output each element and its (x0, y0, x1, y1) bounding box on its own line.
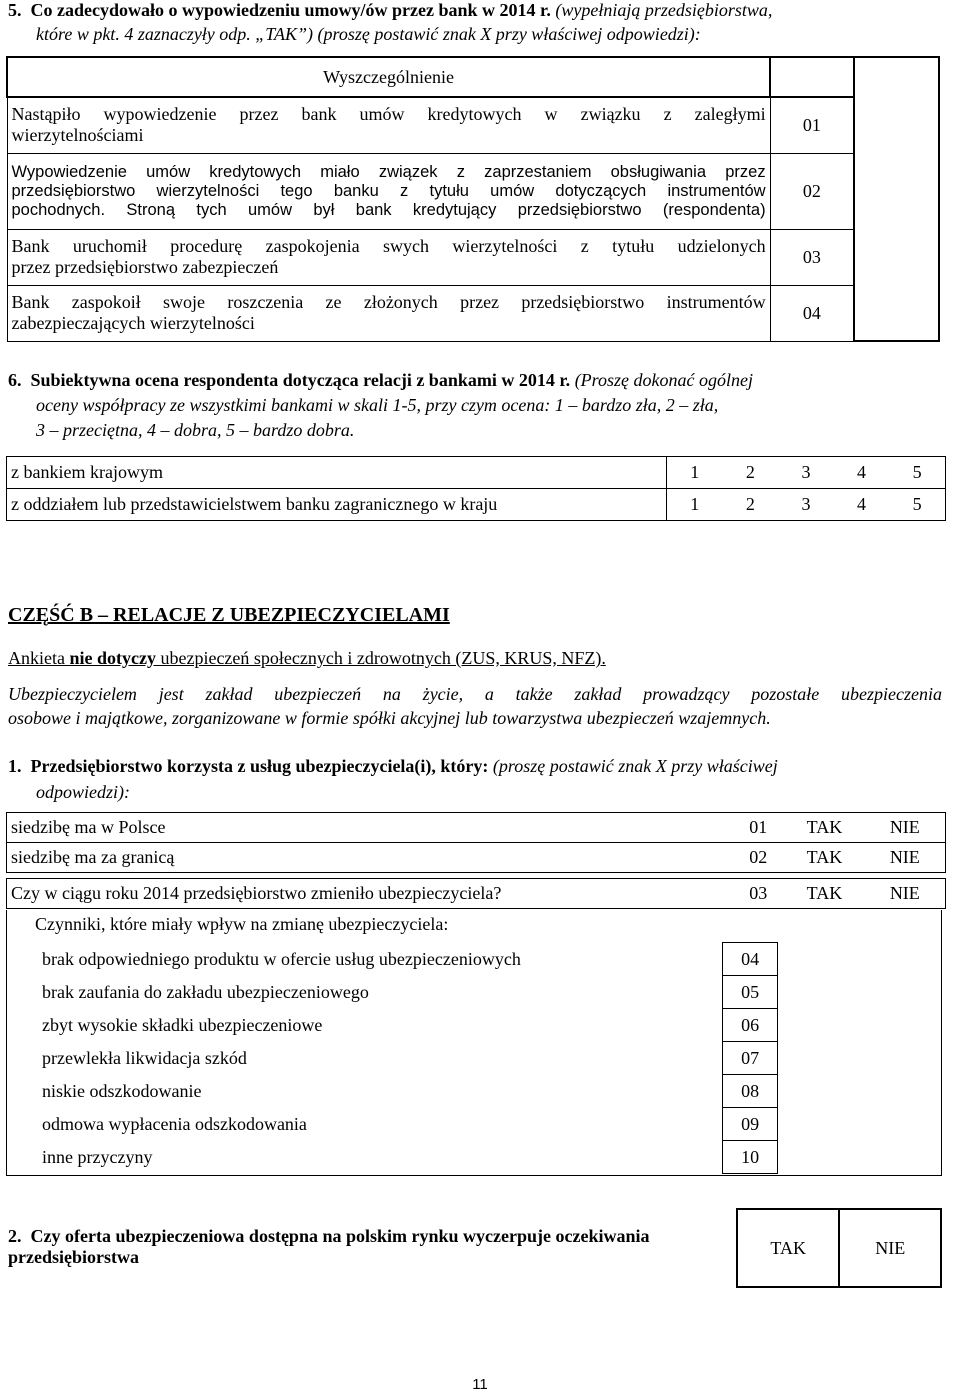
factor-label: przewlekła likwidacja szkód (42, 1047, 247, 1068)
q5-row-02: Wypowiedzenie umów kredytowych miało związek z zaprzestaniem obsługiwania przez przedsiębiorstwo wierzytelności tego banku z tytułu umów dotyczących instrumentów pochodnych. Stroną tych umów był bank kredytujący przedsiębiorstwo (respondenta) (7, 153, 770, 229)
factor-label: odmowa wypłacenia odszkodowania (42, 1113, 307, 1134)
q5-answer-column[interactable] (854, 57, 939, 341)
q5-heading (8, 0, 948, 21)
q6-score-4[interactable]: 4 (834, 489, 890, 521)
q6-score-2[interactable]: 2 (723, 457, 779, 489)
q5-title: Co zadecydowało o wypowiedzeniu umowy/ów przez bank w 2014 r. (30, 0, 551, 20)
b1-no-option[interactable]: NIE (865, 843, 946, 873)
q5-code-01: 01 (770, 97, 854, 153)
factor-label: niskie odszkodowanie (42, 1080, 202, 1101)
factor-label: inne przyczyny (42, 1146, 153, 1167)
b1-factors-table (38, 942, 778, 1174)
q5-header: Wyszczególnienie (7, 57, 770, 97)
q5-row-01: Nastąpiło wypowiedzenie przez bank umów kredytowych w związku z zaległymi wierzytelnościami (7, 97, 770, 153)
b1-table (6, 812, 946, 873)
page-number: 11 (472, 1376, 488, 1393)
b2-title-2: przedsiębiorstwa (8, 1247, 139, 1267)
q5-code-03: 03 (770, 229, 854, 285)
part-b-def-2: osobowe i majątkowe, zorganizowane w formie spółki akcyjnej lub towarzystwa ubezpieczeń wzajemnych. (8, 708, 771, 728)
q6-row-label: z bankiem krajowym (7, 457, 667, 489)
b1-no-option[interactable]: NIE (865, 879, 946, 909)
q6-title: Subiektywna ocena respondenta dotycząca relacji z bankami w 2014 r. (30, 370, 571, 390)
q5-instruction-b: które w pkt. 4 zaznaczyły odp. „TAK”) (proszę postawić znak X przy właściwej odpowiedzi): (36, 24, 701, 44)
q6-score-5[interactable]: 5 (889, 489, 945, 521)
factor-code[interactable]: 10 (723, 1141, 778, 1174)
q5-row-04: Bank zaspokoił swoje roszczenia ze złożonych przez przedsiębiorstwo instrumentów zabezpieczających wierzytelności (7, 285, 770, 341)
b2-heading: 2. Czy oferta ubezpieczeniowa dostępna na polskim rynku wyczerpuje oczekiwania przedsiębiorstwa (8, 1226, 734, 1268)
q6-instr-3: 3 – przeciętna, 4 – dobra, 5 – bardzo dobra. (36, 420, 355, 440)
b1-no-option[interactable]: NIE (865, 813, 946, 843)
factor-code[interactable]: 04 (723, 943, 778, 976)
factor-code[interactable]: 08 (723, 1075, 778, 1108)
factor-code[interactable]: 07 (723, 1042, 778, 1075)
q5-code-04: 04 (770, 285, 854, 341)
q6-score-4[interactable]: 4 (834, 457, 890, 489)
b1-instr-2: odpowiedzi): (36, 782, 130, 802)
q6-score-1[interactable]: 1 (666, 457, 722, 489)
q6-instr-2: oceny współpracy ze wszystkimi bankami w skali 1-5, przy czym ocena: 1 – bardzo zła, 2 – zła, (36, 395, 719, 415)
q6-row-label: z oddziałem lub przedstawicielstwem banku zagranicznego w kraju (7, 489, 667, 521)
b2-no-option[interactable]: NIE (839, 1209, 941, 1287)
b1-row-label: Czy w ciągu roku 2014 przedsiębiorstwo zmieniło ubezpieczyciela? (7, 879, 733, 909)
q5-table (6, 56, 940, 342)
q5-row-03: Bank uruchomił procedurę zaspokojenia swych wierzytelności z tytułu udzielonych przez przedsiębiorstwo zabezpieczeń (7, 229, 770, 285)
factor-code[interactable]: 05 (723, 976, 778, 1009)
b1-code: 02 (732, 843, 784, 873)
b1-title: Przedsiębiorstwo korzysta z usług ubezpieczyciela(i), który: (30, 756, 489, 776)
q6-score-3[interactable]: 3 (778, 457, 834, 489)
b1-yes-option[interactable]: TAK (784, 843, 864, 873)
b1-code: 01 (732, 813, 784, 843)
factor-label: brak odpowiedniego produktu w ofercie usług ubezpieczeniowych (42, 948, 521, 969)
factor-code[interactable]: 09 (723, 1108, 778, 1141)
q6-table (6, 456, 946, 521)
b1-change-table (6, 878, 946, 909)
part-b-def-1: Ubezpieczycielem jest zakład ubezpieczeń na życie, a także zakład prowadzący pozostałe ubezpieczenia (8, 684, 942, 704)
b1-yes-option[interactable]: TAK (784, 879, 864, 909)
b1-yes-option[interactable]: TAK (784, 813, 864, 843)
part-b-title: CZĘŚĆ B – RELACJE Z UBEZPIECZYCIELAMI (8, 604, 450, 626)
q5-instruction-a: (wypełniają przedsiębiorstwa, (555, 0, 773, 20)
factor-code[interactable]: 06 (723, 1009, 778, 1042)
q6-heading: 6. Subiektywna ocena respondenta dotycząca relacji z bankami w 2014 r. (Proszę dokonać ogólnej (8, 370, 753, 390)
q5-number: 5. (8, 0, 22, 20)
factor-label: zbyt wysokie składki ubezpieczeniowe (42, 1014, 323, 1035)
q6-score-3[interactable]: 3 (778, 489, 834, 521)
q6-score-5[interactable]: 5 (889, 457, 945, 489)
q6-score-2[interactable]: 2 (723, 489, 779, 521)
b1-row-label: siedzibę ma w Polsce (7, 813, 733, 843)
b1-heading: 1. Przedsiębiorstwo korzysta z usług ubezpieczyciela(i), który: (proszę postawić znak X przy właściwej (8, 756, 778, 776)
b2-title-1: Czy oferta ubezpieczeniowa dostępna na polskim rynku wyczerpuje oczekiwania (30, 1226, 650, 1246)
q5-header-code-cell (770, 57, 854, 97)
factor-label: brak zaufania do zakładu ubezpieczeniowego (42, 981, 369, 1002)
q6-score-1[interactable]: 1 (666, 489, 722, 521)
b1-code: 03 (732, 879, 784, 909)
part-b-note: Ankieta nie dotyczy ubezpieczeń społecznych i zdrowotnych (ZUS, KRUS, NFZ). (8, 648, 606, 668)
b1-factors-title: Czynniki, które miały wpływ na zmianę ubezpieczyciela: (35, 914, 449, 934)
q5-code-02: 02 (770, 153, 854, 229)
b2-answer-table (736, 1208, 942, 1288)
b2-yes-option[interactable]: TAK (737, 1209, 839, 1287)
b1-row-label: siedzibę ma za granicą (7, 843, 733, 873)
